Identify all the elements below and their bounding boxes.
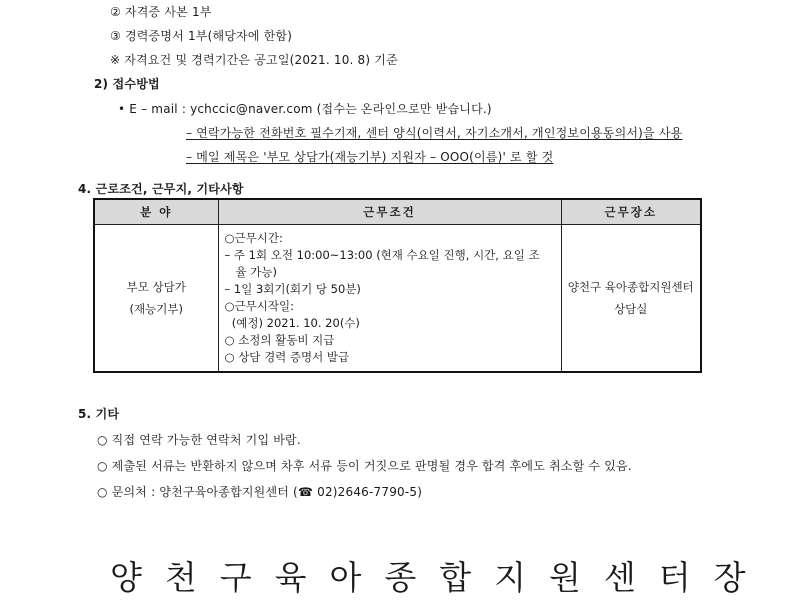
field-subtitle: (재능기부) [129, 302, 183, 316]
section-heading-application-method: 2) 접수방법 [94, 77, 160, 91]
condition-line: – 주 1회 오전 10:00~13:00 (현재 수요일 진행, 시간, 요일 조 [224, 248, 540, 263]
section-heading-other: 5. 기타 [78, 407, 120, 421]
other-item-contact: ○ 직접 연락 가능한 연락처 기입 바람. [97, 433, 301, 447]
table-row [94, 225, 701, 373]
email-requirement-contact: – 연락가능한 전화번호 필수기재, 센터 양식(이력서, 자기소개서, 개인정보이용동의서)을 사용 [186, 126, 683, 140]
issuer-signature: 양천구육아종합지원센터장 [110, 558, 769, 597]
other-item-documents: ○ 제출된 서류는 반환하지 않으며 차후 서류 등이 거짓으로 판명될 경우 합격 후에도 취소할 수 있음. [97, 459, 632, 473]
doc-item-copy-certificate: ② 자격증 사본 1부 [110, 5, 212, 19]
condition-line: ○근무시간: [224, 231, 283, 246]
condition-line: ○근무시작일: [224, 299, 294, 313]
section-heading-work-conditions: 4. 근로조건, 근무지, 기타사항 [78, 182, 244, 196]
doc-note-eligibility: ※ 자격요건 및 경력기간은 공고일(2021. 10. 8) 기준 [110, 53, 398, 67]
condition-line: (예정) 2021. 10. 20(수) [224, 315, 360, 330]
place-cell [561, 225, 701, 373]
table-header-row [94, 199, 701, 225]
conditions-cell [218, 225, 561, 373]
email-application-line: • E – mail : ychccic@naver.com (접수는 온라인으로만 받습니다.) [118, 102, 492, 116]
place-room: 상담실 [614, 302, 648, 316]
work-conditions-table [93, 198, 702, 373]
table-header-place: 근무장소 [561, 199, 701, 225]
field-name: 부모 상담가 [126, 280, 186, 294]
table-header-conditions: 근무조건 [218, 199, 561, 225]
other-item-inquiry: ○ 문의처 : 양천구육아종합지원센터 (☎ 02)2646-7790-5) [97, 485, 423, 499]
condition-line: – 1일 3회기(회기 당 50분) [224, 282, 361, 297]
field-cell [94, 225, 218, 373]
place-name: 양천구 육아종합지원센터 [567, 280, 694, 294]
email-requirement-subject: – 메일 제목은 '부모 상담가(재능기부) 지원자 – OOO(이름)' 로 할 것 [186, 150, 554, 164]
condition-line: 율 가능) [224, 265, 277, 280]
table-header-field: 분 야 [94, 199, 218, 225]
condition-line: ○ 소정의 활동비 지급 [224, 332, 335, 347]
condition-line: ○ 상담 경력 증명서 발급 [224, 349, 350, 364]
doc-item-career-certificate: ③ 경력증명서 1부(해당자에 한함) [110, 29, 293, 43]
